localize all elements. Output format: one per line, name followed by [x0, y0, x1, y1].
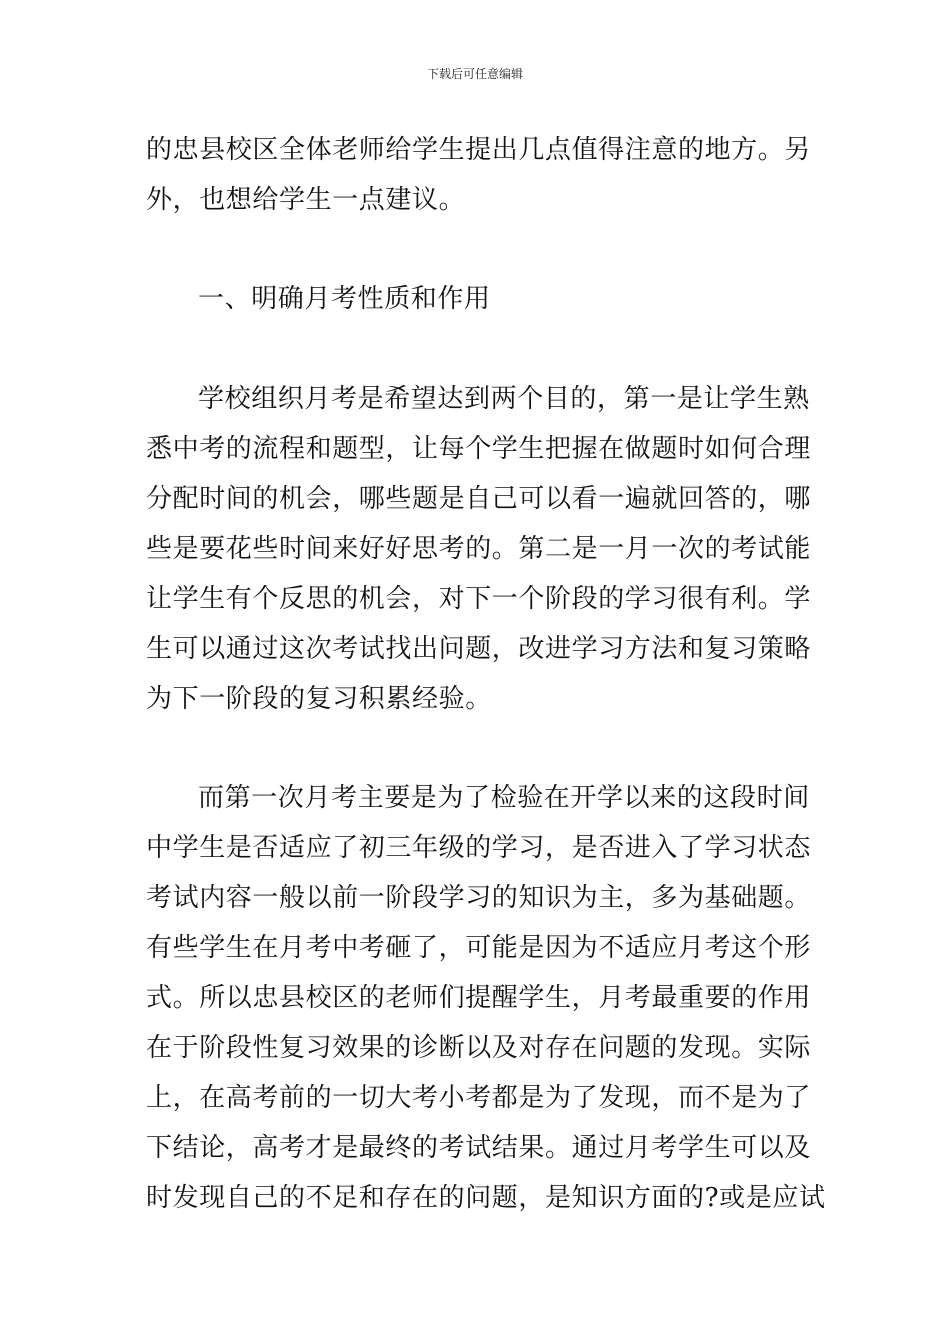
text-line: 的忠县校区全体老师给学生提出几点值得注意的地方。另 — [146, 135, 812, 165]
text-line: 在于阶段性复习效果的诊断以及对存在问题的发现。实际 — [146, 1033, 812, 1063]
text-line: 考试内容一般以前一阶段学习的知识为主，多为基础题。 — [146, 883, 812, 913]
text-line: 式。所以忠县校区的老师们提醒学生，月考最重要的作用 — [146, 983, 812, 1013]
text-line: 上，在高考前的一切大考小考都是为了发现，而不是为了 — [146, 1083, 812, 1113]
text-line: 些是要花些时间来好好思考的。第二是一月一次的考试能 — [146, 534, 812, 564]
text-line: 时发现自己的不足和存在的问题，是知识方面的?或是应试 — [146, 1183, 826, 1213]
text-line: 为下一阶段的复习积累经验。 — [146, 684, 492, 714]
text-line: 学校组织月考是希望达到两个目的，第一是让学生熟 — [198, 384, 810, 414]
text-line: 中学生是否适应了初三年级的学习，是否进入了学习状态 — [146, 833, 812, 863]
page-header: 下载后可任意编辑 — [426, 67, 523, 81]
text-line: 而第一次月考主要是为了检验在开学以来的这段时间 — [198, 783, 810, 813]
text-line: 外，也想给学生一点建议。 — [146, 185, 466, 215]
section-heading: 一、明确月考性质和作用 — [198, 284, 491, 314]
text-line: 悉中考的流程和题型，让每个学生把握在做题时如何合理 — [146, 434, 812, 464]
text-line: 分配时间的机会，哪些题是自己可以看一遍就回答的，哪 — [146, 484, 812, 514]
text-line: 有些学生在月考中考砸了，可能是因为不适应月考这个形 — [146, 933, 812, 963]
text-line: 生可以通过这次考试找出问题，改进学习方法和复习策略 — [146, 634, 812, 664]
text-line: 下结论，高考才是最终的考试结果。通过月考学生可以及 — [146, 1133, 812, 1163]
text-line: 让学生有个反思的机会，对下一个阶段的学习很有利。学 — [146, 584, 812, 614]
